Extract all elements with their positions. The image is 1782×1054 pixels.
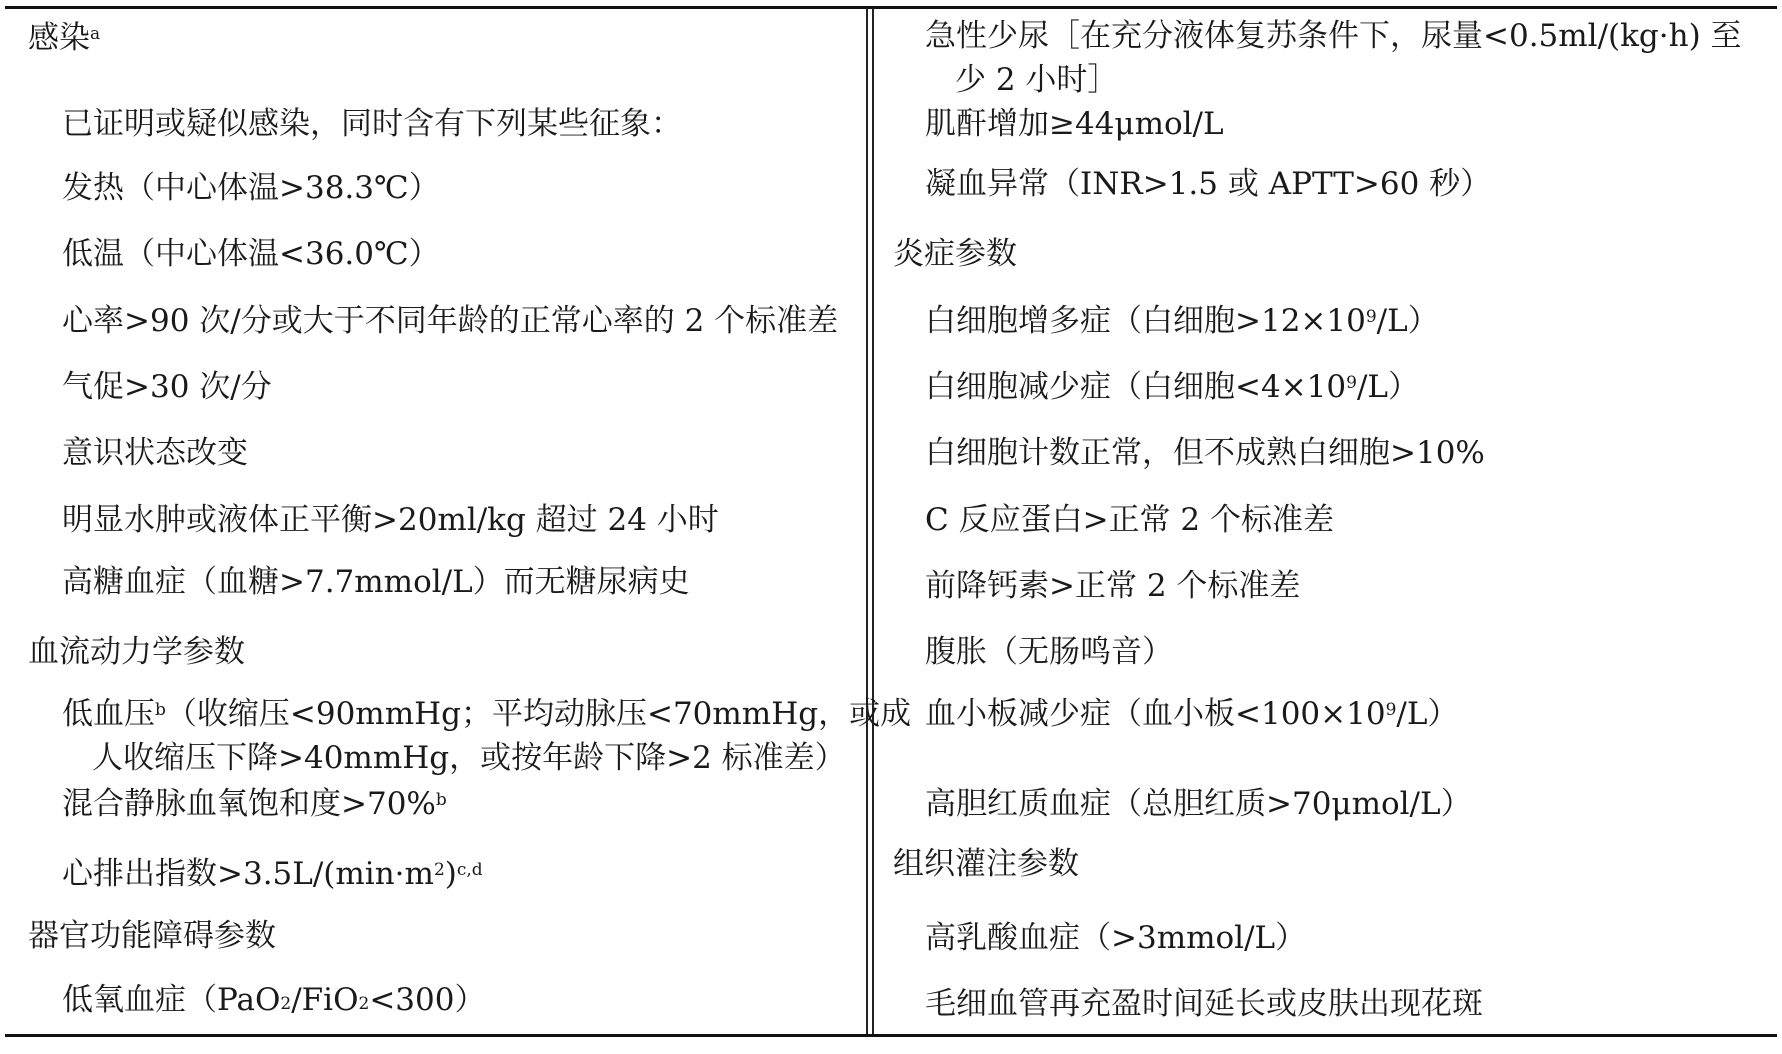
- hemodynamic-heading: 血流动力学参数: [28, 634, 245, 670]
- column-divider-right-line: [872, 8, 874, 1035]
- criterion-hypotension: [62, 692, 911, 736]
- ci-close: ): [444, 856, 457, 892]
- criterion-immature-wbc: 白细胞计数正常，但不成熟白细胞>10%: [925, 435, 1485, 471]
- criterion-procalcitonin: 前降钙素>正常 2 个标准差: [925, 568, 1301, 604]
- criterion-hyperglycemia: 高糖血症（血糖>7.7mmol/L）而无糖尿病史: [62, 564, 690, 600]
- criterion-coagulation: 凝血异常（INR>1.5 或 APTT>60 秒）: [925, 166, 1492, 202]
- plt-text: 血小板减少症（血小板<100×10: [925, 696, 1386, 732]
- criterion-lactate: 高乳酸血症（>3mmol/L）: [925, 920, 1307, 956]
- hypox-subscript: 2: [280, 994, 292, 1014]
- hypox-text-c: <300）: [369, 982, 486, 1018]
- criterion-fever: 发热（中心体温>38.3℃）: [62, 170, 440, 206]
- leukopenia-unit: /L）: [1356, 369, 1419, 405]
- infection-heading: [28, 16, 100, 60]
- criterion-tachypnea: 气促>30 次/分: [62, 369, 272, 405]
- footnote-marker-cd: c,d: [456, 860, 483, 880]
- plt-exponent: 9: [1385, 700, 1397, 720]
- criterion-thrombocytopenia: [925, 692, 1458, 736]
- perfusion-heading: 组织灌注参数: [893, 846, 1079, 882]
- table-top-rule: [5, 6, 1777, 9]
- criterion-creatinine: 肌酐增加≥44μmol/L: [925, 106, 1224, 142]
- ci-text: 心排出指数>3.5L/(min·m: [62, 856, 434, 892]
- footnote-marker-a: a: [90, 24, 101, 44]
- column-divider-left-line: [866, 8, 868, 1035]
- criterion-capillary-refill: 毛细血管再充盈时间延长或皮肤出现花斑: [925, 986, 1483, 1022]
- leukocytosis-unit: /L）: [1376, 303, 1439, 339]
- criterion-hyperbilirubinemia: 高胆红质血症（总胆红质>70μmol/L）: [925, 786, 1472, 822]
- leukocytosis-text: 白细胞增多症（白细胞>12×10: [925, 303, 1366, 339]
- footnote-marker-b: b: [435, 790, 447, 810]
- hypotension-label: 低血压: [62, 696, 155, 732]
- criterion-leukopenia: [925, 365, 1419, 409]
- leukocytosis-exponent: 9: [1365, 307, 1377, 327]
- leukopenia-text: 白细胞减少症（白细胞<4×10: [925, 369, 1347, 405]
- criterion-hypotension-continued: 人收缩压下降>40mmHg，或按年龄下降>2 标准差）: [92, 740, 846, 776]
- criterion-hypothermia: 低温（中心体温<36.0℃）: [62, 236, 440, 272]
- criterion-oliguria-continued: 少 2 小时］: [955, 62, 1119, 98]
- hypox-text-b: /FiO: [291, 982, 359, 1018]
- criterion-edema: 明显水肿或液体正平衡>20ml/kg 超过 24 小时: [62, 502, 719, 538]
- footnote-marker-b: b: [155, 700, 166, 720]
- hypox-text-a: 低氧血症（PaO: [62, 982, 281, 1018]
- criterion-ileus: 腹胀（无肠鸣音）: [925, 634, 1173, 670]
- hypotension-detail: （收缩压<90mmHg；平均动脉压<70mmHg，或成: [165, 696, 912, 732]
- hypox-subscript: 2: [358, 994, 370, 1014]
- criterion-svo2: [62, 782, 447, 826]
- criterion-cardiac-index: [62, 852, 483, 896]
- infection-intro: 已证明或疑似感染，同时含有下列某些征象：: [62, 106, 682, 142]
- criterion-heart-rate: 心率>90 次/分或大于不同年龄的正常心率的 2 个标准差: [62, 303, 839, 339]
- criterion-mental-status: 意识状态改变: [62, 435, 248, 471]
- ci-exponent: 2: [433, 860, 445, 880]
- organ-dysfunction-heading: 器官功能障碍参数: [28, 918, 276, 954]
- table-bottom-rule: [5, 1034, 1777, 1037]
- criterion-leukocytosis: [925, 299, 1439, 343]
- inflammatory-heading: 炎症参数: [893, 236, 1017, 272]
- infection-heading-text: 感染: [28, 20, 90, 56]
- plt-unit: /L）: [1396, 696, 1459, 732]
- leukopenia-exponent: 9: [1346, 373, 1357, 393]
- criterion-hypoxemia: [62, 978, 485, 1022]
- criterion-oliguria: 急性少尿［在充分液体复苏条件下，尿量<0.5ml/(kg·h) 至: [925, 18, 1742, 54]
- criterion-crp: C 反应蛋白>正常 2 个标准差: [925, 502, 1334, 538]
- svo2-text: 混合静脉血氧饱和度>70%: [62, 786, 436, 822]
